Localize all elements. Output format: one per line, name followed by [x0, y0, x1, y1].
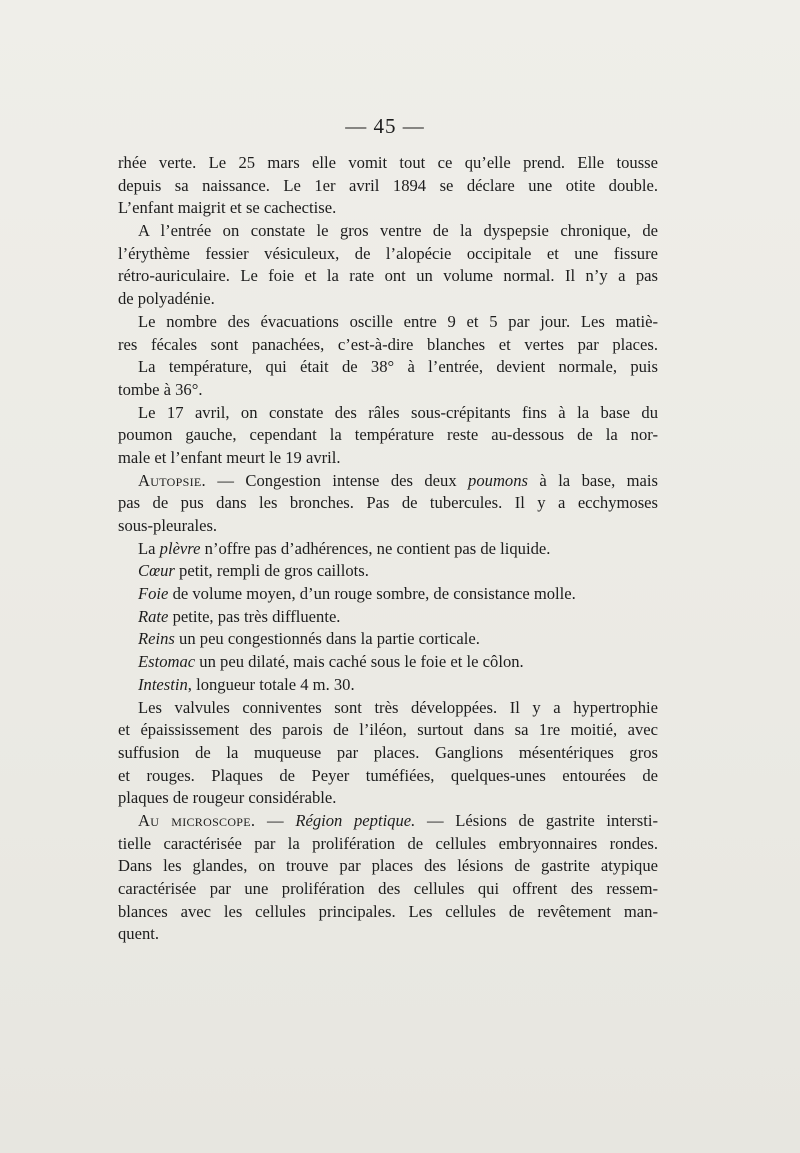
- text-line: [118, 901, 658, 924]
- text-line: [118, 175, 658, 198]
- text-line: [118, 583, 658, 606]
- text-line: [118, 424, 658, 447]
- text-line: [118, 447, 658, 470]
- line-text: — Congestion intense des deux: [205, 470, 469, 490]
- text-line: [118, 402, 658, 425]
- line-text: tielle caractérisée par la prolifération de cellules embryonnaires rondes.: [118, 833, 658, 853]
- text-line: [118, 197, 658, 220]
- text-line: [118, 606, 658, 629]
- text-line: [118, 243, 658, 266]
- line-text: n’offre pas d’adhérences, ne contient pas de liquide.: [200, 538, 551, 558]
- line-text: un peu congestionnés dans la partie corticale.: [174, 629, 480, 649]
- line-text: quent.: [118, 924, 160, 944]
- line-text: L’enfant maigrit et se cachectise.: [118, 198, 337, 218]
- text-line: [118, 697, 658, 720]
- text-line: [118, 560, 658, 583]
- line-text: de volume moyen, d’un rouge sombre, de consistance molle.: [168, 584, 576, 604]
- text-line: [118, 356, 658, 379]
- line-text: blances avec les cellules principales. Les cellules de revêtement man-: [118, 901, 658, 921]
- page-number: — 45 —: [345, 114, 425, 138]
- text-line: [118, 265, 658, 288]
- line-text: res fécales sont panachées, c’est-à-dire blanches et vertes par places.: [118, 334, 658, 354]
- line-text: A l’entrée on constate le gros ventre de la dyspepsie chronique, de: [138, 221, 658, 241]
- italic-term: Foie: [138, 584, 169, 604]
- line-text: rhée verte. Le 25 mars elle vomit tout ce qu’elle prend. Elle tousse: [118, 153, 658, 172]
- text-line: [118, 379, 658, 402]
- text-line: [118, 515, 658, 538]
- line-text: La température, qui était de 38° à l’entrée, devient normale, puis: [138, 357, 658, 377]
- line-text: La: [138, 538, 160, 558]
- line-text: , longueur totale 4 m. 30.: [187, 674, 355, 694]
- text-line: [118, 923, 658, 946]
- line-text: Dans les glandes, on trouve par places des lésions de gastrite atypique: [118, 856, 658, 876]
- italic-term: Cœur: [138, 561, 175, 581]
- text-line: [118, 742, 658, 765]
- line-text: à la base, mais: [527, 470, 658, 490]
- line-text: poumon gauche, cependant la température reste au-dessous de la nor-: [118, 425, 658, 445]
- italic-term: Rate: [138, 606, 169, 626]
- text-line: [118, 220, 658, 243]
- line-text: —: [255, 810, 296, 830]
- section-heading: Au microscope.: [138, 810, 256, 830]
- line-text: Le 17 avril, on constate des râles sous-crépitants fins à la base du: [138, 402, 658, 422]
- line-text: petit, rempli de gros caillots.: [174, 561, 369, 581]
- line-text: rétro-auriculaire. Le foie et la rate ont un volume normal. Il n’y a pas: [118, 266, 658, 286]
- line-text: petite, pas très diffluente.: [168, 606, 341, 626]
- italic-term: poumons: [468, 470, 528, 490]
- line-text: depuis sa naissance. Le 1er avril 1894 se déclare une otite double.: [118, 175, 658, 195]
- italic-term: Intestin: [138, 674, 188, 694]
- italic-term: Reins: [138, 629, 175, 649]
- text-line: [118, 787, 658, 810]
- line-text: Le nombre des évacuations oscille entre 9 et 5 par jour. Les matiè-: [138, 311, 658, 331]
- italic-term: Estomac: [138, 652, 196, 672]
- line-text: caractérisée par une prolifération des cellules qui offrent des ressem-: [118, 879, 658, 898]
- text-line: [118, 152, 658, 175]
- italic-term: plèvre: [159, 538, 201, 558]
- line-text: l’érythème fessier vésiculeux, de l’alopécie occipitale et une fissure: [118, 243, 658, 263]
- line-text: plaques de rougeur considérable.: [118, 788, 337, 808]
- text-line: [118, 470, 658, 493]
- text-line: [118, 538, 658, 561]
- text-line: [118, 810, 658, 833]
- italic-term: Région peptique.: [295, 810, 416, 830]
- line-text: — Lésions de gastrite intersti-: [415, 810, 659, 830]
- text-line: [118, 288, 658, 311]
- line-text: Les valvules conniventes sont très développées. Il y a hypertrophie: [138, 697, 658, 717]
- text-line: [118, 674, 658, 697]
- text-line: [118, 855, 658, 878]
- text-line: [118, 719, 658, 742]
- text-line: [118, 311, 658, 334]
- section-heading: Autopsie.: [138, 470, 206, 490]
- text-line: [118, 878, 658, 901]
- body-text: [118, 152, 658, 946]
- line-text: et rouges. Plaques de Peyer tuméfiées, quelques-unes entourées de: [118, 765, 658, 785]
- line-text: un peu dilaté, mais caché sous le foie et le côlon.: [195, 652, 524, 672]
- text-line: [118, 334, 658, 357]
- text-line: [118, 765, 658, 788]
- text-line: [118, 833, 658, 856]
- text-line: [118, 651, 658, 674]
- line-text: tombe à 36°.: [118, 379, 203, 399]
- line-text: sous-pleurales.: [118, 516, 218, 535]
- text-line: [118, 628, 658, 651]
- line-text: pas de pus dans les bronches. Pas de tubercules. Il y a ecchymoses: [118, 493, 658, 513]
- line-text: male et l’enfant meurt le 19 avril.: [118, 447, 341, 467]
- line-text: suffusion de la muqueuse par places. Ganglions mésentériques gros: [118, 742, 658, 762]
- text-line: [118, 492, 658, 515]
- line-text: et épaississement des parois de l’iléon, surtout dans sa 1re moitié, avec: [118, 720, 658, 740]
- line-text: de polyadénie.: [118, 289, 215, 309]
